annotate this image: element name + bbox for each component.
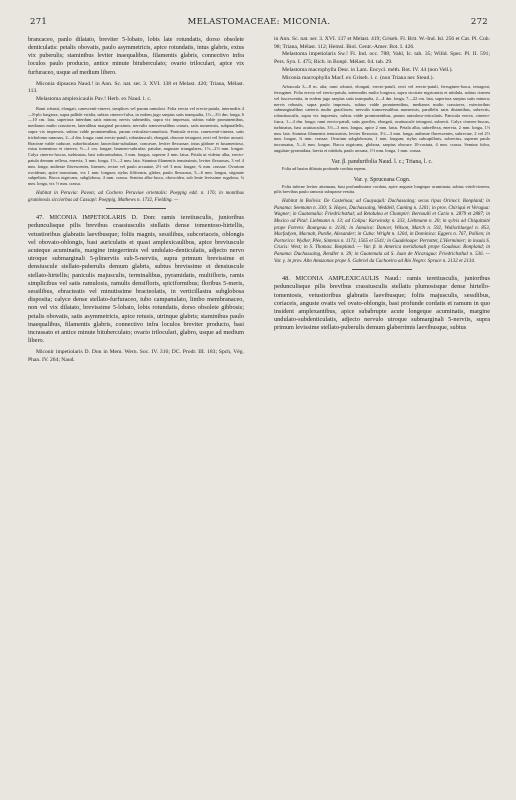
running-header xyxy=(30,17,488,29)
section-divider xyxy=(106,208,166,209)
right-column xyxy=(274,36,490,333)
species-47-citation-4: Miconia macrophylla Macf. ex Griseb. l. c. (non Triana nec Steud.). xyxy=(282,74,434,81)
page-number-right: 272 xyxy=(470,17,488,27)
species-47-description: Arbuscula 3—8 m. alta; rami robusti, elongati, erecto-patuli, recti vel erecto-patuli, ferrugineo-fusca, tetragoni, ferruginei. Folia erecta vel erecto-patula, internodiis multo longiora, supra siccitate nigricantia et nitidula, subtus cinerea vel fuscescentia, in eodem jugo saepius satis inaequalia, 2—4 dm. longa, 7—22 cm. lata, superiora saepius satis minora; nervis robustis, supra paulo impressis, subtus valde prominentibus, medianos multo crassiores, exterioribus submarginalibus caeteris multo graciliores; nervulis transversalibus numerosis, parallelis satis distantibus, subrectis, robustiusculis, supra vix impressis, subtus valde prominentibus, parum ramuloso-reticulatis. Panicula erecta, cinereo-fusca, 1—4 dm. longa; rami erecto-patuli, satis graciles, elongati, acutiuscule tetragoni, subrecti. Calyx cinereo-fuscus, turbinatus, basi acutiusculus, 3½—3 mm. longus, apice 2 mm. latus. Petala alba, subreflexa, enervia, 2 mm. longa, 1½ mm. lata. Stamina filamentis tenuissimis, leviter flexuosis, 3½—3 mm. longa; antherae flavescentes, subrectae, 2 vel 2½ mm. longae, ¾ mm. crassae. Ovarium subglobosum, 1 mm. longum; stylus subcapillaris, subrectus, superne paulo incrassatus, 5—6 mm. longus. Bacca nigricans, globosa, saepius obscure 10-costata, 4 mm. crassa. Semina fulva, angulato-pyramidata, laevia et nitidula, paulo arcuata, 1½ mm. longa, 1 mm. crassa. xyxy=(274,84,490,153)
synonym-citation-alt: Melastoma amplexicaulis Pav.! Herb. ex Naud. l. c. xyxy=(36,96,152,103)
running-title: MELASTOMACEAE: MICONIA. xyxy=(187,17,331,27)
variety-gamma-description: Folia inferne leviter attenuata, basi profundissime cordata, apice anguste longeque acuminata, subtus viridi-cinerea, pilis brevibus paulo ramosis subsparse vestita. xyxy=(274,183,490,195)
species-46-description: Rami robusti, elongati, canescenti-cinerei, simplices vel parum ramulosi. Folia erecta vel erecto-patula, internodiis 4—8-plo longiora, supra pallide viridia, subtus cinereo-fulva, in eodem jugo saepius satis inaequalia, 1½—3½ dm. longa, 6—10 cm. lata, superiora interdum satis minora; nervis submediis, supra vix impressis, subtus valde prominentibus, medianos multo crassiores, lateralibus marginal proximis; nervulis transversalibus crassis, satis numerosis, subparallelis, supra vix impressis, subtus valde prominentibus, parum reticulato-ramulosis. Panicula erecta, canescenti-cinerea, satis tricholomo ramosus, 2—4 dm. longa; rami erecto-patuli, robustiusculi, elongati, obscure tetragoni, recti vel leviter arcuati. Bracteae valde caducae, suborbiculatae, lanceolato-subulatae, concavae, leviter flexuosae, intus glabrae et fusomenioso, extus tomentoso et cinereo, ⅔—1 cm. longae; brunneo-subrufae, patulae, angustae triangulares, 1½—2½ mm. longae. Calyx cinereo-fuscus, turbinatus, basi subcarinulatus, 3 mm. longus, superne 2 mm. latus. Petala ut videtur alba, erecto-patula demum reflexa, enervia, 3 mm. longa, 1½—2 mm. lata. Stamina filamentis tenuissimis, leviter flexuosus, 3 vel 4 mm. longa; antherae flavescentes, lineares, rectae vel paulo arcuatae, 2½ vel 3 mm. longae, ¾ mm. crassae. Ovarium ovoideum, apice truncatum, vix 1 mm. longum; stylus filiformis, glaber, paulo flexuosus, 5—6 mm. longus, stigmate subpeltato. Bacca nigricans, subglobosa, 4 mm. crassa. Semina albo-fusca, obovoidea, sub lente levissime rugulosa, ¾ mm. longa, vix ½ mm. crassa. xyxy=(28,105,244,187)
species-48-heading: 48. MICONIA AMPLEXICAULIS Naud.: ramis teretiusculis, junioribus pedunculisque pilis brevibus crassiusculis stellatis plumosisque dense hirtello-tomentosis, vetustioribus glabratis laevibusque; foliis majusculis, sessilibus, coriaceis, anguste ovatis vel ovato-oblongis, basi profunde cordatis et ramum in quo insident amplexantibus, apice subabrupte acute longeque acuminatis, margine undulato-subdenticulatis, adjecto nervulo utroque submarginali 5-nerviis, supra primum levissime stellato-puberulis demum glaberrimis laevibusque, subtus xyxy=(274,275,490,332)
species-46-continuation: brancaceo, panlo dilatato, breviter 5-lobato, lobis late rotundatis, dorso obsolete denticulatis: petalis obovatis, paulo asymmetricis, apice rotundatis, intus glabris, extus vix puberulis; staminibus leviter inaequalibus, filamentis glabris, connectivo infra loculos paulo producto, antice minute bituberculato; ovario triloculari, apice vix furfuraceo, usque ad medium libero. xyxy=(28,37,244,76)
variety-beta-title: Var. β. pandurifolia Naud. l. c.; Triana, l. c. xyxy=(331,158,433,165)
synonym-citation: Miconia dipsacea Naud.! in Ann. Sc. nat. ser. 3. XVI. 138 et Melast. 420; Triana, Mélast. 113. xyxy=(28,80,244,95)
species-47-citation-cont: in Ann. Sc. nat. ser. 3. XVI. 137 et Melast. 419; Griseb. Fl. Brit. W.-Ind. Isl. 256 et Cat. Pl. Cub. 98; Triana, Mélast. 112; Hemsl. Biol. Centr.-Amer. Bot. I. 426. xyxy=(274,36,490,50)
species-47-citation-2: Melastoma impetiolaris Sw.! Fl. Ind. occ. 788; Vahl, Ic. tab. 35; Willd. Spec. Pl. II. 591; Pers. Syn. I. 475; Rich. in Bonpl. Mélast. 64. tab. 29. xyxy=(274,51,490,66)
species-47-heading: 47. MICONIA IMPETIOLARIS D. Don: ramis teretiusculis, junioribus pedunculisque pilis brevibus crassiusculis stellatis dense tomentoso-hirtellis, vetustioribus glabratis laevibusque; foliis magnis, sessilibus, subcoriaceis, oblongis vel obovato-oblongis, basi auriculatis et quasi amplexicaulibus, apice breviuscule acuteque acuminatis, margine integerrimis vel undulato-denticulatis, adjecto nervo utroque submarginali 5-plinerviis sub-5-nerviis, supra primum brevissime et densiuscule stellato-puberulis demum glabris, subtus brevissime et densiuscule stellato-hirtellis; paniculis majusculis, terminalibus, pyramidatis, multifloris, ramis simplicibus vel satis ramulosis, ramulis densifloris, spiciformibus; floribus 5-meris, sessilibus, ebracteatis vel minutissime bracteolatis, in verticillastra subglobosa disposita; calyce dense stellato-furfuraceo, tubo campanulato, limbo membranaceo, non vel vix dilatato, brevissime 5-lobato, lobis rotundatis, dorso obsolete gibbosis; petalis obovatis, satis asymmetricis, apice retusis, utrinque glabris; staminibus paulo inaequalibus, filamentis glabris, connectivo infra loculos breviter producto, basi incrassato et antice minute bituberculato; ovario triloculari, glabro, usque ad medium libero. xyxy=(28,214,244,345)
left-column xyxy=(28,36,244,365)
species-47-synonym: Miconir impetiolaris D. Don in Mem. Wern. Soc. IV. 316; DC. Prodr. III. 183; Spch, Vég. Phan. IV. 264; Naud. xyxy=(28,349,244,364)
page-number-left: 271 xyxy=(30,17,48,27)
variety-gamma-title: Var. γ. Spruceana Cogn. xyxy=(353,176,411,183)
species-46-habitat: Habitat in Peruvia: Pavon; ad Cochero Peruviae orientalis: Poeppig edd. n. 176; in montibus graminosis sicciorbus ad Cassapi: Poeppig, Mathews n. 1732, Fielding. — xyxy=(28,191,244,203)
section-divider xyxy=(352,269,412,270)
variety-beta-description: Folia ad basim dilatata profunde cordata repens. xyxy=(282,165,367,171)
species-47-citation-3: Melastoma macrophylla Desr. in Lam. Encycl. méth. Bot. IV. 44 (non Vell.). xyxy=(282,66,453,73)
species-47-habitat: Habitat in Bolivia: De Castelnau; ad Guayaquil: Duchassaing; secus ripas Orinoci: Bonpland; in Panama: Seemann n. 330; S. Hayes, Duchassaing, Weddell, Cuming n. 1201; in prov. Chiriqui et Veragua: Wagner; in Guatemalia: Friedrichsthal; ad Retalulea et Champiri: Bernoulli et Cario n. 2879 et 2887; in Mexico ad Pital: Liebmann n. 13; ad Colipa: Karwinsky n. 333, Liebmann n. 20; in sylvis ad Chiquituité prope Fotrero: Bourgeau n. 3136; in Jamaica: Dancer, Wilson, March n. 592, Wullschlaegel n. 853, Macfadyen, Macnab, Purdie, Alexander; in Cuba: Wright n. 1204, in Dominica: Eggers n. 767, Pollien; in Portorico: Wydler, Plée, Sintenis n. 1173, 1565 et 5541; in Guadeloupe: Perrottet, L'Herminier; in insula S. Crucis: West; in S. Thomas: Bonpland. — Var. β. in America meridionali prope Goudous: Bonpland; in Panama: Duchassaing, Rendler n. 39; in Guatemala ad S. Juan de Nicaragua: Friedrichsthal n. 536. — Var. γ. in prov. Alto Amazonas prope S. Gabriel da Cachoeira ad Rio Negro: Spruce n. 2132 et 2134. xyxy=(274,199,490,264)
